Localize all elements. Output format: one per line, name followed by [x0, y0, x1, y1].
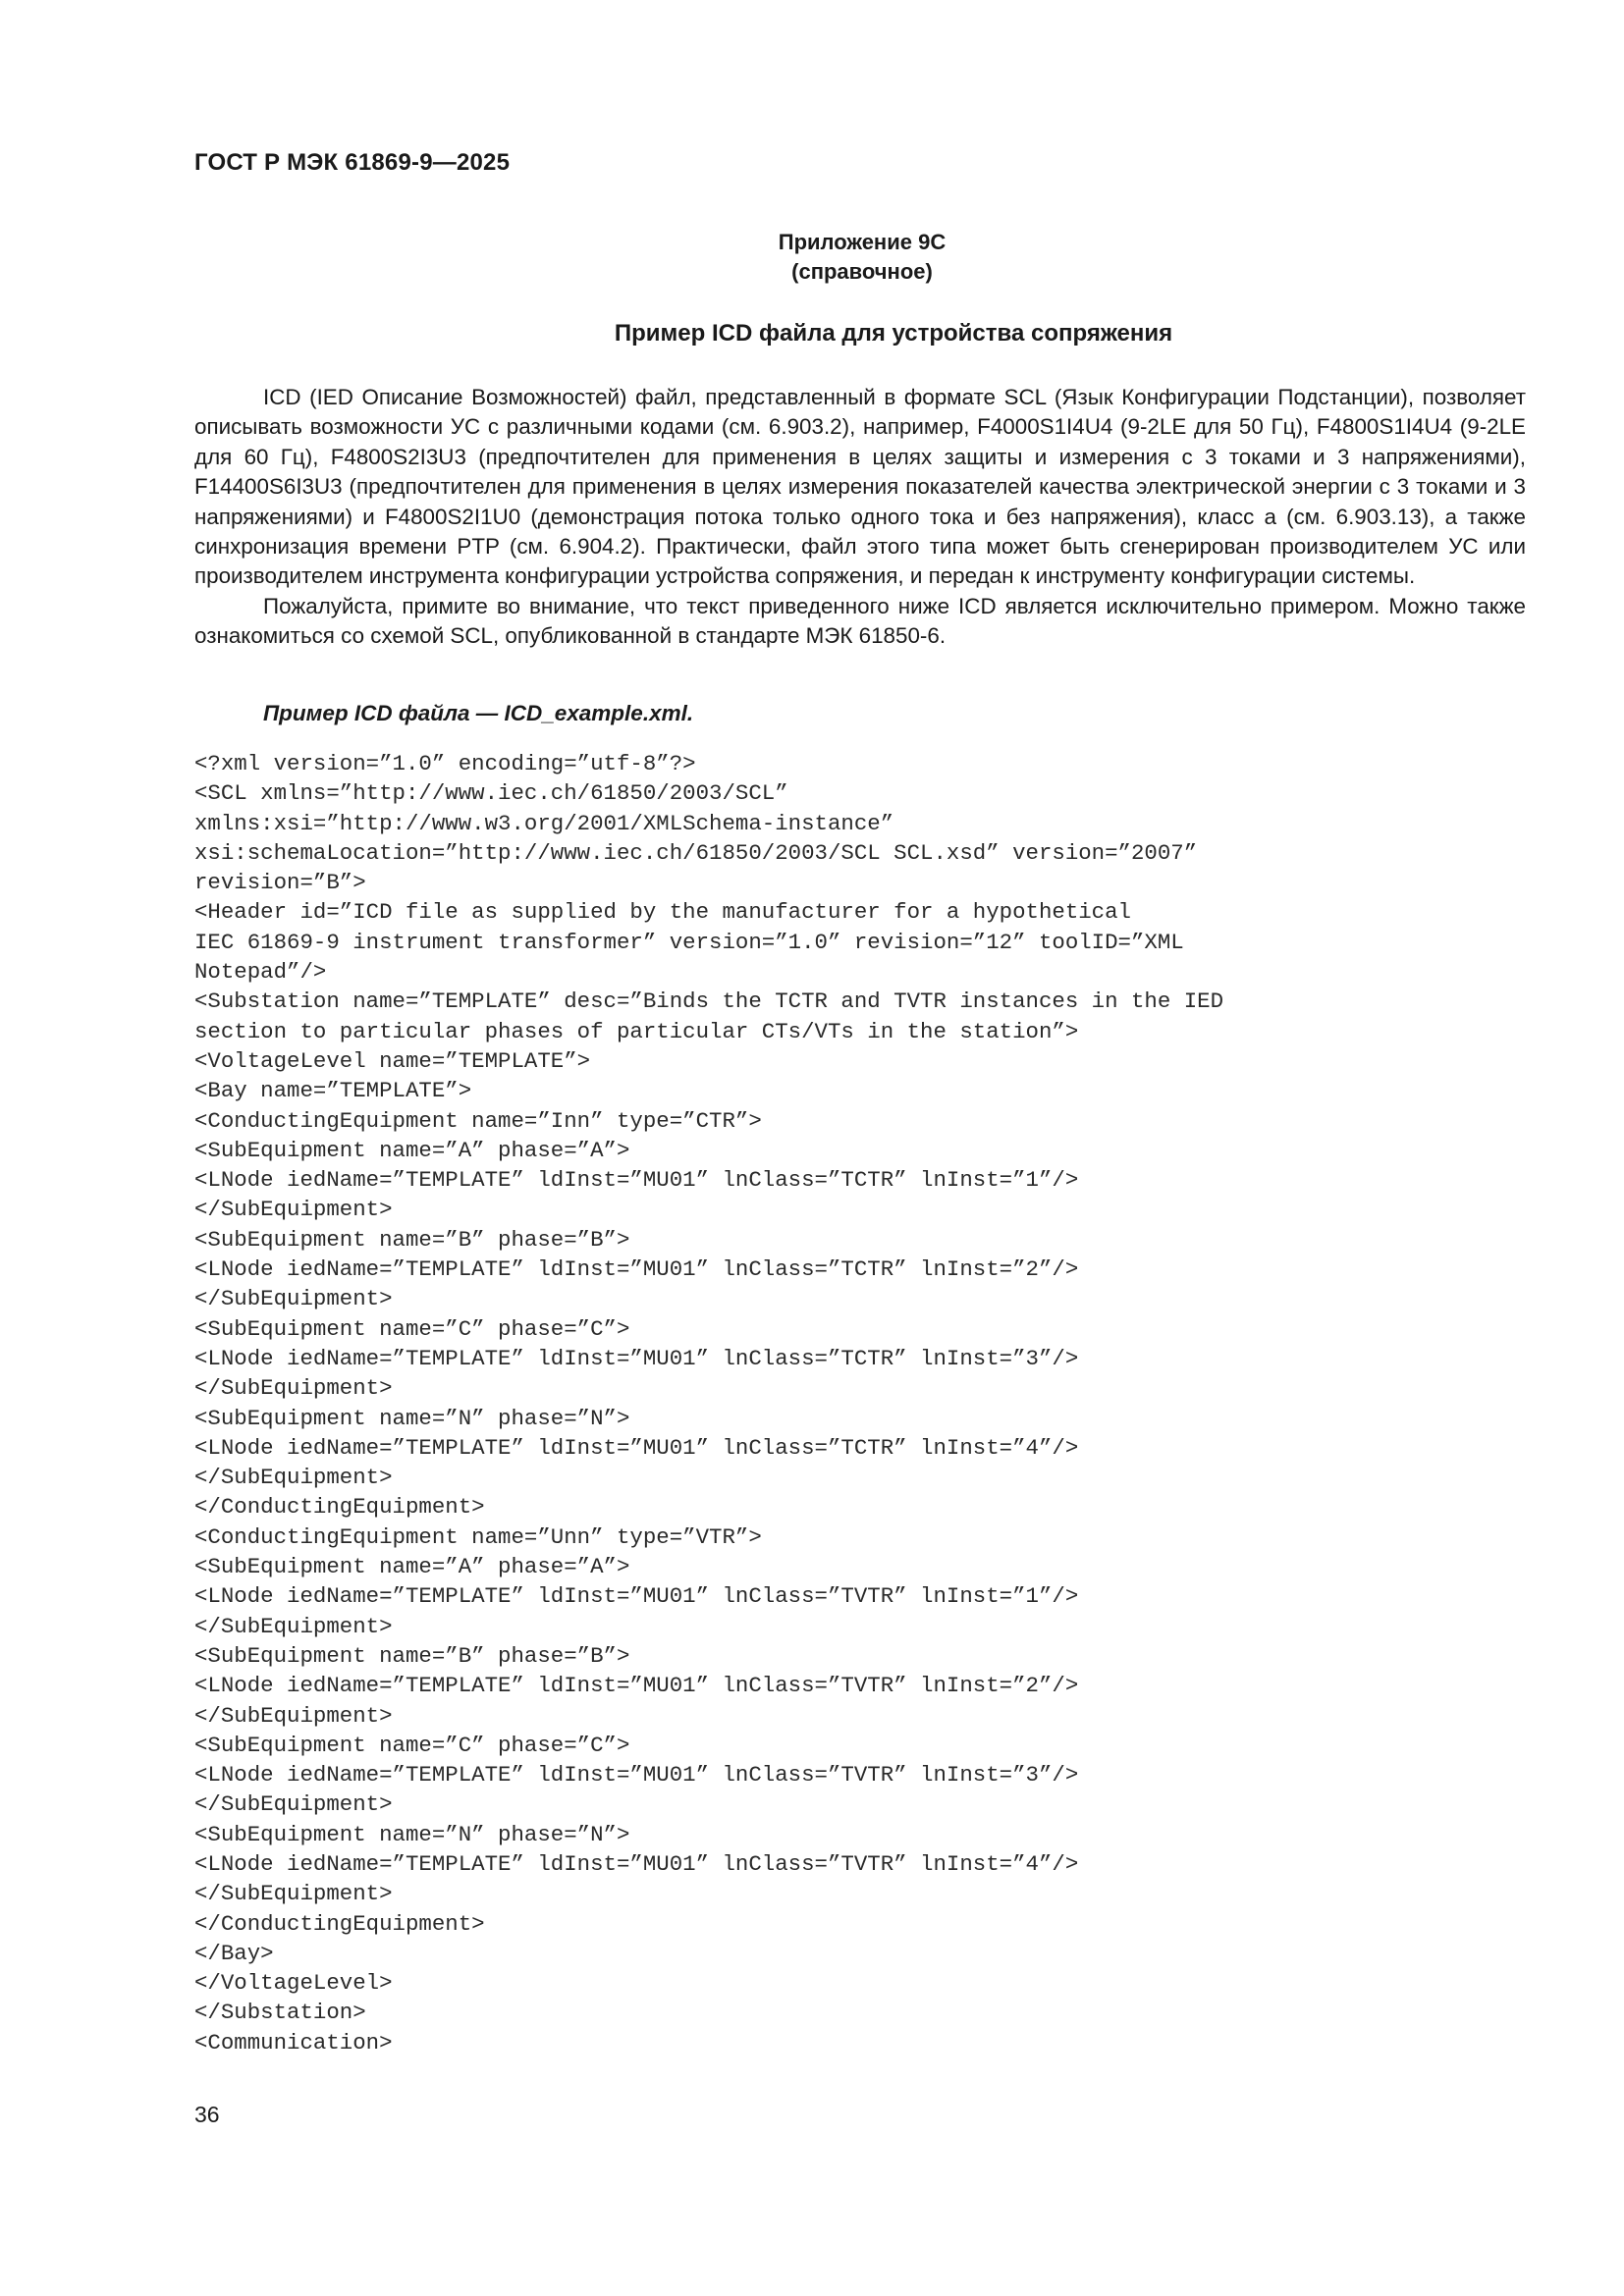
code-line: </SubEquipment>: [194, 1465, 393, 1491]
code-line: <SubEquipment name=”B” phase=”B”>: [194, 1642, 630, 1669]
annex-title: Пример ICD файла для устройства сопряжения: [614, 320, 1173, 347]
code-line: <Bay name=”TEMPLATE”>: [194, 1078, 472, 1104]
code-line: </SubEquipment>: [194, 1881, 393, 1907]
annex-type: (справочное): [791, 259, 933, 284]
code-line: xsi:schemaLocation=”http://www.iec.ch/61850/2003/SCL SCL.xsd” version=”2007”: [194, 839, 1198, 866]
code-line: </ConductingEquipment>: [194, 1910, 485, 1937]
code-line: <?xml version=”1.0” encoding=”utf-8”?>: [194, 751, 696, 776]
code-line: <ConductingEquipment name=”Inn” type=”CTR”>: [194, 1107, 762, 1134]
code-line: </VoltageLevel>: [194, 1970, 393, 1997]
xml-code-listing: [194, 749, 1530, 2057]
code-line: <SubEquipment name=”N” phase=”N”>: [194, 1821, 630, 1847]
code-line: <LNode iedName=”TEMPLATE” ldInst=”MU01” lnClass=”TVTR” lnInst=”4”/>: [194, 1850, 1079, 1877]
annex-heading: [589, 228, 1135, 287]
paragraph: ICD (IED Описание Возможностей) файл, представленный в формате SCL (Язык Конфигурации Подстанции), позволяет описывать возможности УС с различными кодами (см. 6.903.2), например, F4000S1I4U4 (9-2LE для 50 Гц), F4800S1I4U4 (9-2LE для 60 Гц), F4800S2I3U3 (предпочтителен для применения в целях защиты и измерения с 3 токами и 3 напряжениями), F14400S6I3U3 (предпочтителен для применения в целях измерения показателей качества электрической энергии с 3 токами и 3 напряжениями) и F4800S2I1U0 (демонстрация потока только одного тока и без напряжения), класс а (см. 6.903.13), а также синхронизация времени PTP (см. 6.904.2). Практически, файл этого типа может быть сгенерирован производителем УС или производителем инструмента конфигурации устройства сопряжения, и передан к инструменту конфигурации системы.: [194, 385, 1526, 589]
paragraph: Пожалуйста, примите во внимание, что текст приведенного ниже ICD является исключительно примером. Можно также ознакомиться со схемой SCL, опубликованной в стандарте МЭК 61850-6.: [194, 593, 1526, 649]
code-line: <SCL xmlns=”http://www.iec.ch/61850/2003/SCL”: [194, 780, 788, 807]
example-caption: Пример ICD файла — ICD_example.xml.: [263, 701, 694, 725]
code-line: <SubEquipment name=”A” phase=”A”>: [194, 1554, 630, 1580]
code-line: <Header id=”ICD file as supplied by the manufacturer for a hypothetical: [194, 899, 1131, 926]
code-line: </SubEquipment>: [194, 1286, 393, 1312]
code-line: <Communication>: [194, 2029, 393, 2056]
code-line: xmlns:xsi=”http://www.w3.org/2001/XMLSchema-instance”: [194, 810, 894, 836]
code-line: <LNode iedName=”TEMPLATE” ldInst=”MU01” lnClass=”TVTR” lnInst=”1”/>: [194, 1583, 1079, 1610]
code-line: <LNode iedName=”TEMPLATE” ldInst=”MU01” lnClass=”TVTR” lnInst=”3”/>: [194, 1762, 1079, 1789]
code-line: <SubEquipment name=”B” phase=”B”>: [194, 1226, 630, 1253]
annex-label: Приложение 9С: [778, 230, 947, 254]
code-line: <SubEquipment name=”N” phase=”N”>: [194, 1405, 630, 1431]
code-line: <SubEquipment name=”C” phase=”C”>: [194, 1732, 630, 1758]
code-line: </Substation>: [194, 2000, 366, 2026]
code-line: IEC 61869-9 instrument transformer” version=”1.0” revision=”12” toolID=”XML: [194, 929, 1184, 955]
code-line: <LNode iedName=”TEMPLATE” ldInst=”MU01” lnClass=”TCTR” lnInst=”2”/>: [194, 1256, 1079, 1283]
code-line: <LNode iedName=”TEMPLATE” ldInst=”MU01” lnClass=”TCTR” lnInst=”1”/>: [194, 1167, 1079, 1194]
code-line: <LNode iedName=”TEMPLATE” ldInst=”MU01” lnClass=”TVTR” lnInst=”2”/>: [194, 1673, 1079, 1699]
code-line: <Substation name=”TEMPLATE” desc=”Binds the TCTR and TVTR instances in the IED: [194, 988, 1224, 1015]
code-line: </SubEquipment>: [194, 1613, 393, 1639]
code-line: <ConductingEquipment name=”Unn” type=”VTR”>: [194, 1523, 762, 1550]
code-line: <VoltageLevel name=”TEMPLATE”>: [194, 1047, 591, 1074]
code-line: </SubEquipment>: [194, 1375, 393, 1402]
standard-header: ГОСТ Р МЭК 61869-9—2025: [194, 149, 511, 176]
code-line: </SubEquipment>: [194, 1197, 393, 1223]
code-line: </ConductingEquipment>: [194, 1494, 485, 1521]
code-line: section to particular phases of particular CTs/VTs in the station”>: [194, 1018, 1079, 1044]
body-text: [194, 383, 1526, 652]
code-line: <LNode iedName=”TEMPLATE” ldInst=”MU01” lnClass=”TCTR” lnInst=”4”/>: [194, 1434, 1079, 1461]
code-line: <SubEquipment name=”C” phase=”C”>: [194, 1315, 630, 1342]
code-line: revision=”B”>: [194, 870, 366, 896]
code-line: </SubEquipment>: [194, 1702, 393, 1729]
code-line: </SubEquipment>: [194, 1791, 393, 1818]
code-line: <SubEquipment name=”A” phase=”A”>: [194, 1137, 630, 1163]
code-line: Notepad”/>: [194, 959, 327, 986]
code-line: <LNode iedName=”TEMPLATE” ldInst=”MU01” lnClass=”TCTR” lnInst=”3”/>: [194, 1345, 1079, 1371]
code-line: </Bay>: [194, 1940, 274, 1966]
page-number: 36: [194, 2102, 220, 2127]
